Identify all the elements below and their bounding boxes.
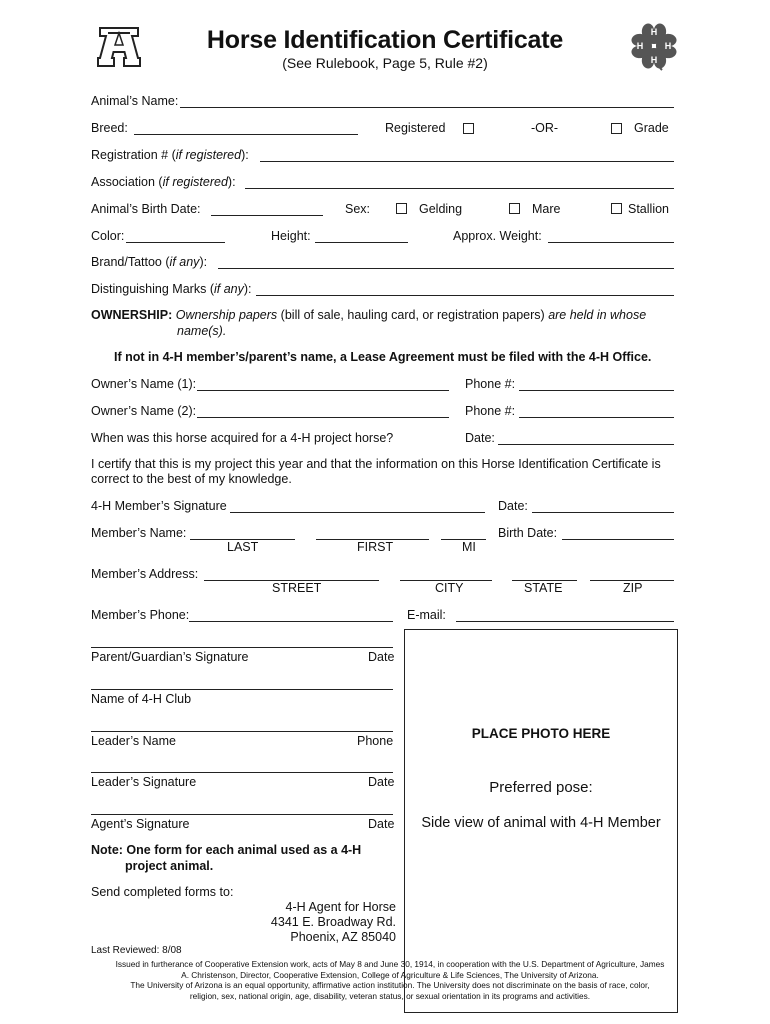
owner1-field[interactable] (197, 390, 449, 391)
photo-box[interactable] (404, 629, 678, 1013)
association-label: Association (if registered): (91, 175, 236, 189)
ownership-statement-cont: name(s). (177, 324, 227, 338)
member-phone-label: Member’s Phone: (91, 608, 190, 622)
club-name-label: Name of 4-H Club (91, 692, 192, 706)
member-signature-date-label: Date: (498, 499, 528, 513)
registered-checkbox[interactable] (463, 123, 474, 134)
member-signature-field[interactable] (230, 512, 485, 513)
brand-label: Brand/Tattoo (if any): (91, 255, 208, 269)
leader-phone-label: Phone (357, 734, 394, 748)
association-field[interactable] (245, 188, 674, 189)
gelding-checkbox[interactable] (396, 203, 407, 214)
sex-label: Sex: (345, 202, 371, 216)
street-caption: STREET (272, 581, 322, 595)
note-line2: project animal. (125, 859, 214, 873)
owner2-phone-label: Phone #: (465, 404, 516, 418)
marks-field[interactable] (256, 295, 674, 296)
page-title: Horse Identification Certificate (206, 26, 564, 54)
member-signature-date-field[interactable] (532, 512, 674, 513)
footer-disclaimer: Issued in furtherance of Cooperative Extension work, acts of May 8 and June 30, 1914, in cooperation with the U.S. Department of Agriculture, James A. Christenson, Director, Cooperative Extension, College of Agriculture & Life Sciences, The University of Arizona. The University of Arizona is an equal opportunity, affirmative action institution. The University does not discriminate on the basis of race, color, religion, sex, national origin, age, disability, veteran status, or sexual orientation in its programs and activities. (115, 959, 665, 1001)
weight-field[interactable] (548, 242, 674, 243)
preferred-pose-label: Preferred pose: (489, 779, 593, 796)
grade-checkbox[interactable] (611, 123, 622, 134)
leader-name-field[interactable] (91, 731, 393, 732)
certify-line2: correct to the best of my knowledge. (91, 472, 292, 486)
animal-birth-date-field[interactable] (211, 215, 323, 216)
breed-label: Breed: (91, 121, 128, 135)
email-field[interactable] (456, 621, 674, 622)
gelding-label: Gelding (419, 202, 463, 216)
leader-date-label: Date (368, 775, 395, 789)
leader-signature-label: Leader’s Signature (91, 775, 197, 789)
agent-signature-label: Agent’s Signature (91, 817, 190, 831)
send-address-line3: Phoenix, AZ 85040 (290, 930, 396, 944)
member-birth-date-label: Birth Date: (498, 526, 558, 540)
registered-label: Registered (385, 121, 446, 135)
svg-text:H: H (650, 55, 658, 65)
grade-label: Grade (634, 121, 669, 135)
breed-field[interactable] (134, 134, 358, 135)
parent-signature-label: Parent/Guardian’s Signature (91, 650, 249, 664)
marks-label: Distinguishing Marks (if any): (91, 282, 252, 296)
height-field[interactable] (315, 242, 408, 243)
email-label: E-mail: (407, 608, 446, 622)
certify-line1: I certify that this is my project this year and that the information on this Horse Identification Certificate is (91, 457, 661, 471)
color-field[interactable] (126, 242, 225, 243)
member-phone-field[interactable] (189, 621, 393, 622)
leader-name-label: Leader’s Name (91, 734, 177, 748)
or-label: -OR- (531, 121, 559, 135)
last-reviewed: Last Reviewed: 8/08 (91, 945, 182, 956)
parent-signature-field[interactable] (91, 647, 393, 648)
club-name-field[interactable] (91, 689, 393, 690)
member-address-label: Member’s Address: (91, 567, 199, 581)
owner2-field[interactable] (197, 417, 449, 418)
owner1-phone-label: Phone #: (465, 377, 516, 391)
state-caption: STATE (524, 581, 563, 595)
weight-label: Approx. Weight: (453, 229, 542, 243)
member-name-label: Member’s Name: (91, 526, 187, 540)
parent-date-label: Date (368, 650, 395, 664)
leader-signature-field[interactable] (91, 772, 393, 773)
note-line1: Note: One form for each animal used as a 4-H (91, 843, 362, 857)
animal-name-label: Animal’s Name: (91, 94, 179, 108)
mare-checkbox[interactable] (509, 203, 520, 214)
mi-caption: MI (462, 540, 476, 554)
animal-name-field[interactable] (180, 107, 674, 108)
photo-heading: PLACE PHOTO HERE (471, 726, 611, 741)
lease-notice: If not in 4-H member’s/parent’s name, a Lease Agreement must be filed with the 4-H Office. (114, 350, 652, 364)
owner1-phone-field[interactable] (519, 390, 674, 391)
birth-date-label: Animal’s Birth Date: (91, 202, 201, 216)
acquired-date-label: Date: (465, 431, 495, 445)
member-signature-label: 4-H Member’s Signature (91, 499, 227, 513)
registration-field[interactable] (260, 161, 674, 162)
page-subtitle: (See Rulebook, Page 5, Rule #2) (282, 55, 488, 71)
stallion-checkbox[interactable] (611, 203, 622, 214)
agent-signature-field[interactable] (91, 814, 393, 815)
height-label: Height: (271, 229, 311, 243)
owner1-label: Owner’s Name (1): (91, 377, 197, 391)
brand-field[interactable] (218, 268, 674, 269)
send-label: Send completed forms to: (91, 885, 234, 899)
mare-label: Mare (532, 202, 561, 216)
svg-text:H: H (664, 41, 672, 51)
acquired-date-field[interactable] (498, 444, 674, 445)
owner2-label: Owner’s Name (2): (91, 404, 197, 418)
city-caption: CITY (435, 581, 464, 595)
acquired-label: When was this horse acquired for a 4-H project horse? (91, 431, 394, 445)
last-caption: LAST (227, 540, 259, 554)
agent-date-label: Date (368, 817, 395, 831)
color-label: Color: (91, 229, 125, 243)
ownership-statement: OWNERSHIP: Ownership papers (bill of sale, hauling card, or registration papers) are held in whose (91, 308, 647, 322)
send-address-line1: 4-H Agent for Horse (285, 900, 396, 914)
first-caption: FIRST (357, 540, 394, 554)
zip-caption: ZIP (623, 581, 643, 595)
member-birth-date-field[interactable] (562, 539, 674, 540)
registration-label: Registration # (if registered): (91, 148, 249, 162)
owner2-phone-field[interactable] (519, 417, 674, 418)
stallion-label: Stallion (628, 202, 669, 216)
send-address-line2: 4341 E. Broadway Rd. (270, 915, 396, 929)
svg-text:H: H (650, 27, 658, 37)
preferred-pose-text: Side view of animal with 4-H Member (421, 815, 661, 831)
svg-text:H: H (636, 41, 644, 51)
